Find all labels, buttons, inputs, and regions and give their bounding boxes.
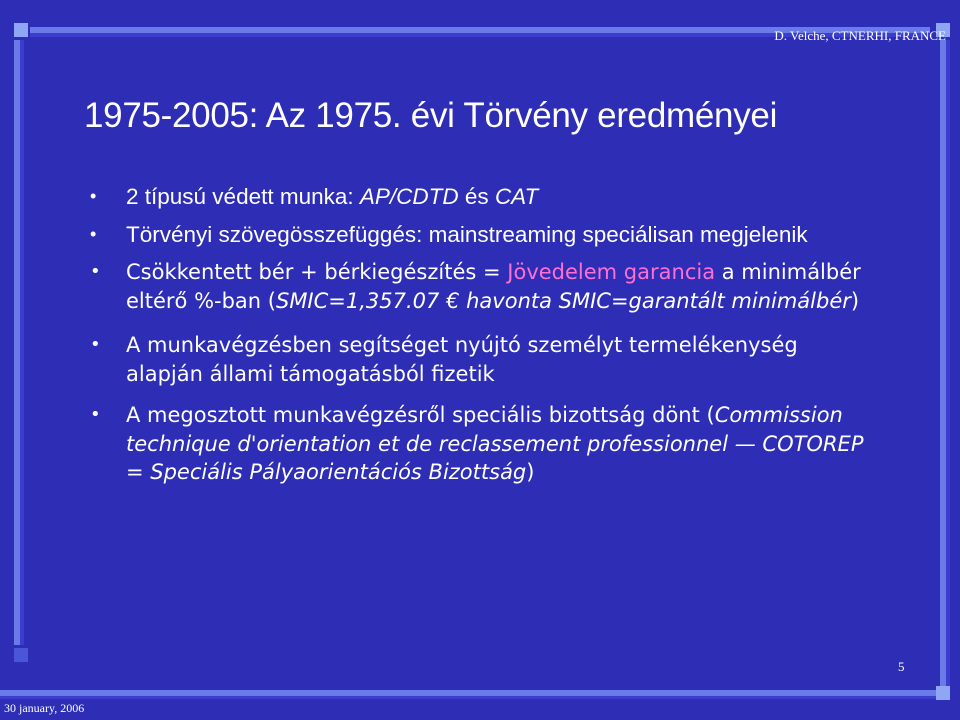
bullet-list [88,182,878,500]
bullet-text: és [458,184,495,209]
header-credit: D. Velche, CTNERHI, FRANCE [774,28,946,43]
bullet-text: ) [526,460,535,484]
bullet-text: A munkavégzésben segítséget nyújtó személyt termelékenység alapján állami támogatásból fizetik [126,333,798,386]
corner-square-top-left [14,23,28,37]
bullet-item-reduced-wage [88,258,878,315]
right-frame-shadow [946,40,950,690]
bullet-text: Csökkentett bér + bérkiegészítés = [126,260,508,284]
bullet-dot-icon: • [90,186,97,206]
bullet-item-legal-context [88,220,878,249]
bullet-italic-term: AP/CDTD [359,184,459,209]
footer-date: 30 january, 2006 [4,701,85,715]
bullet-text: A megosztott munkavégzésről speciális bizottság dönt ( [126,403,715,427]
bullet-dot-icon: • [90,334,101,355]
bullet-dot-icon: • [90,261,101,282]
bullet-item-protected-work [88,182,878,211]
bullet-text: 2 típusú védett munka: [126,184,360,209]
bottom-frame-shadow [0,696,940,699]
cotorep-note: Commission technique d'orientation et de reclassement professionnel — COTOREP = Speciális Pályaorientációs Bizottság [126,403,864,484]
bullet-item-committee [88,401,878,487]
bullet-dot-icon: • [90,224,97,244]
page-number: 5 [898,659,905,674]
smic-note: SMIC=1,357.07 € havonta SMIC=garantált minimálbér [275,288,851,313]
left-frame-shadow [20,40,24,645]
bullet-item-assistant-payment [88,331,878,388]
income-guarantee-highlight: Jövedelem garancia [507,260,716,284]
slide-title: 1975-2005: Az 1975. évi Törvény eredményei [84,96,778,135]
bullet-text: a minimálbér eltérő %-ban ( [126,260,861,313]
bullet-dot-icon: • [90,404,101,425]
bullet-text: ) [850,288,860,313]
corner-square-bottom-left [14,648,28,662]
bullet-italic-term: CAT [494,184,539,209]
corner-square-bottom-right [936,686,950,700]
bullet-text: Törvényi szövegösszefüggés: mainstreaming speciálisan megjelenik [126,222,808,247]
